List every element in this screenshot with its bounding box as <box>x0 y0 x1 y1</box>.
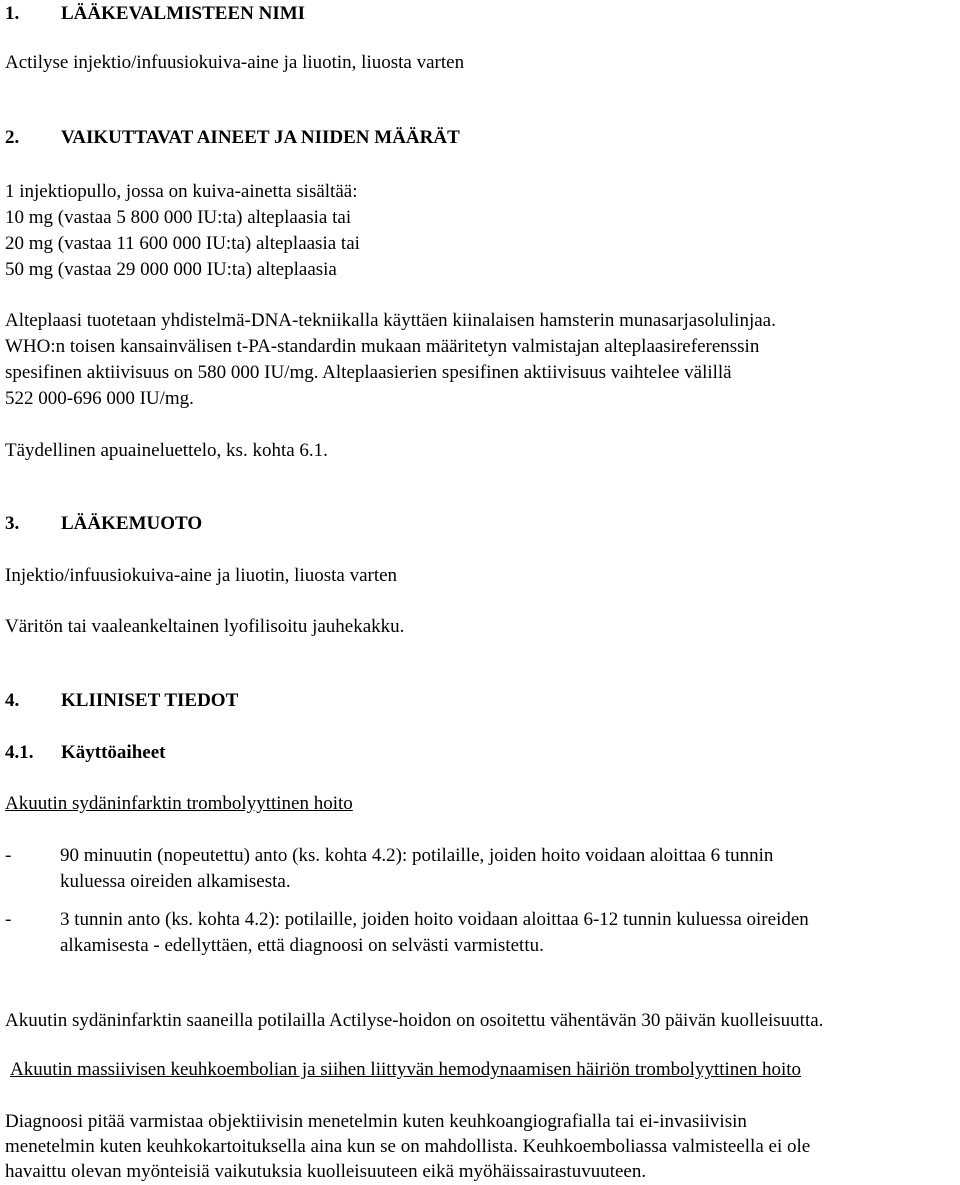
pharmaceutical-form: Injektio/infuusiokuiva-aine ja liuotin, liuosta varten <box>5 565 398 586</box>
product-name: Actilyse injektio/infuusiokuiva-aine ja liuotin, liuosta varten <box>5 52 465 73</box>
section-2-number: 2. <box>5 127 20 148</box>
production-line: 522 000-696 000 IU/mg. <box>5 388 194 409</box>
production-line: spesifinen aktiivisuus on 580 000 IU/mg. Alteplaasierien spesifinen aktiivisuus vaihtelee välillä <box>5 362 732 383</box>
list-item-text: 90 minuutin (nopeutettu) anto (ks. kohta 4.2): potilaille, joiden hoito voidaan aloittaa 6 tunnin <box>60 845 774 866</box>
list-item-text: alkamisesta - edellyttäen, että diagnoosi on selvästi varmistettu. <box>60 935 544 956</box>
section-1-heading <box>5 2 305 26</box>
section-3-title: LÄÄKEMUOTO <box>61 513 203 534</box>
mi-indication-heading: Akuutin sydäninfarktin trombolyyttinen hoito <box>5 793 353 814</box>
list-dash: - <box>5 845 12 866</box>
section-4-title: KLIINISET TIEDOT <box>61 690 239 711</box>
mi-mortality-statement: Akuutin sydäninfarktin saaneilla potilailla Actilyse-hoidon on osoitettu vähentävän 30 päivän kuolleisuutta. <box>5 1010 824 1031</box>
excipients-reference: Täydellinen apuaineluettelo, ks. kohta 6.1. <box>5 440 328 461</box>
composition-line: 1 injektiopullo, jossa on kuiva-ainetta sisältää: <box>5 181 358 202</box>
production-line: Alteplaasi tuotetaan yhdistelmä-DNA-tekniikalla käyttäen kiinalaisen hamsterin munasarjasolulinjaa. <box>5 310 776 331</box>
pe-indication-heading: Akuutin massiivisen keuhkoembolian ja siihen liittyvän hemodynaamisen häiriön trombolyyttinen hoito <box>10 1059 802 1080</box>
composition-line: 10 mg (vastaa 5 800 000 IU:ta) alteplaasia tai <box>5 207 352 228</box>
section-1-title: LÄÄKEVALMISTEEN NIMI <box>61 3 306 24</box>
section-4-heading <box>5 689 238 713</box>
list-item-text: kuluessa oireiden alkamisesta. <box>60 871 291 892</box>
list-dash: - <box>5 909 12 930</box>
composition-line: 20 mg (vastaa 11 600 000 IU:ta) alteplaasia tai <box>5 233 360 254</box>
pe-text-line: havaittu olevan myönteisiä vaikutuksia kuolleisuuteen eikä myöhäissairastuvuuteen. <box>5 1161 647 1182</box>
subsection-4-1-number: 4.1. <box>5 742 34 763</box>
subsection-4-1-title: Käyttöaiheet <box>61 742 166 763</box>
section-3-heading <box>5 512 202 536</box>
appearance: Väritön tai vaaleankeltainen lyofilisoitu jauhekakku. <box>5 616 405 637</box>
composition-line: 50 mg (vastaa 29 000 000 IU:ta) alteplaasia <box>5 259 337 280</box>
section-3-number: 3. <box>5 513 20 534</box>
pe-text-line: menetelmin kuten keuhkokartoituksella aina kun se on mahdollista. Keuhkoemboliassa valmisteella ei ole <box>5 1136 811 1157</box>
section-4-number: 4. <box>5 690 20 711</box>
list-item-text: 3 tunnin anto (ks. kohta 4.2): potilaille, joiden hoito voidaan aloittaa 6-12 tunnin kuluessa oireiden <box>60 909 809 930</box>
section-2-title: VAIKUTTAVAT AINEET JA NIIDEN MÄÄRÄT <box>61 127 460 148</box>
section-1-number: 1. <box>5 3 20 24</box>
pe-text-line: Diagnoosi pitää varmistaa objektiivisin menetelmin kuten keuhkoangiografialla tai ei-invasiivisin <box>5 1111 747 1132</box>
section-2-heading <box>5 126 460 150</box>
production-line: WHO:n toisen kansainvälisen t-PA-standardin mukaan määritetyn valmistajan alteplaasireferenssin <box>5 336 760 357</box>
subsection-4-1-heading <box>5 741 165 765</box>
